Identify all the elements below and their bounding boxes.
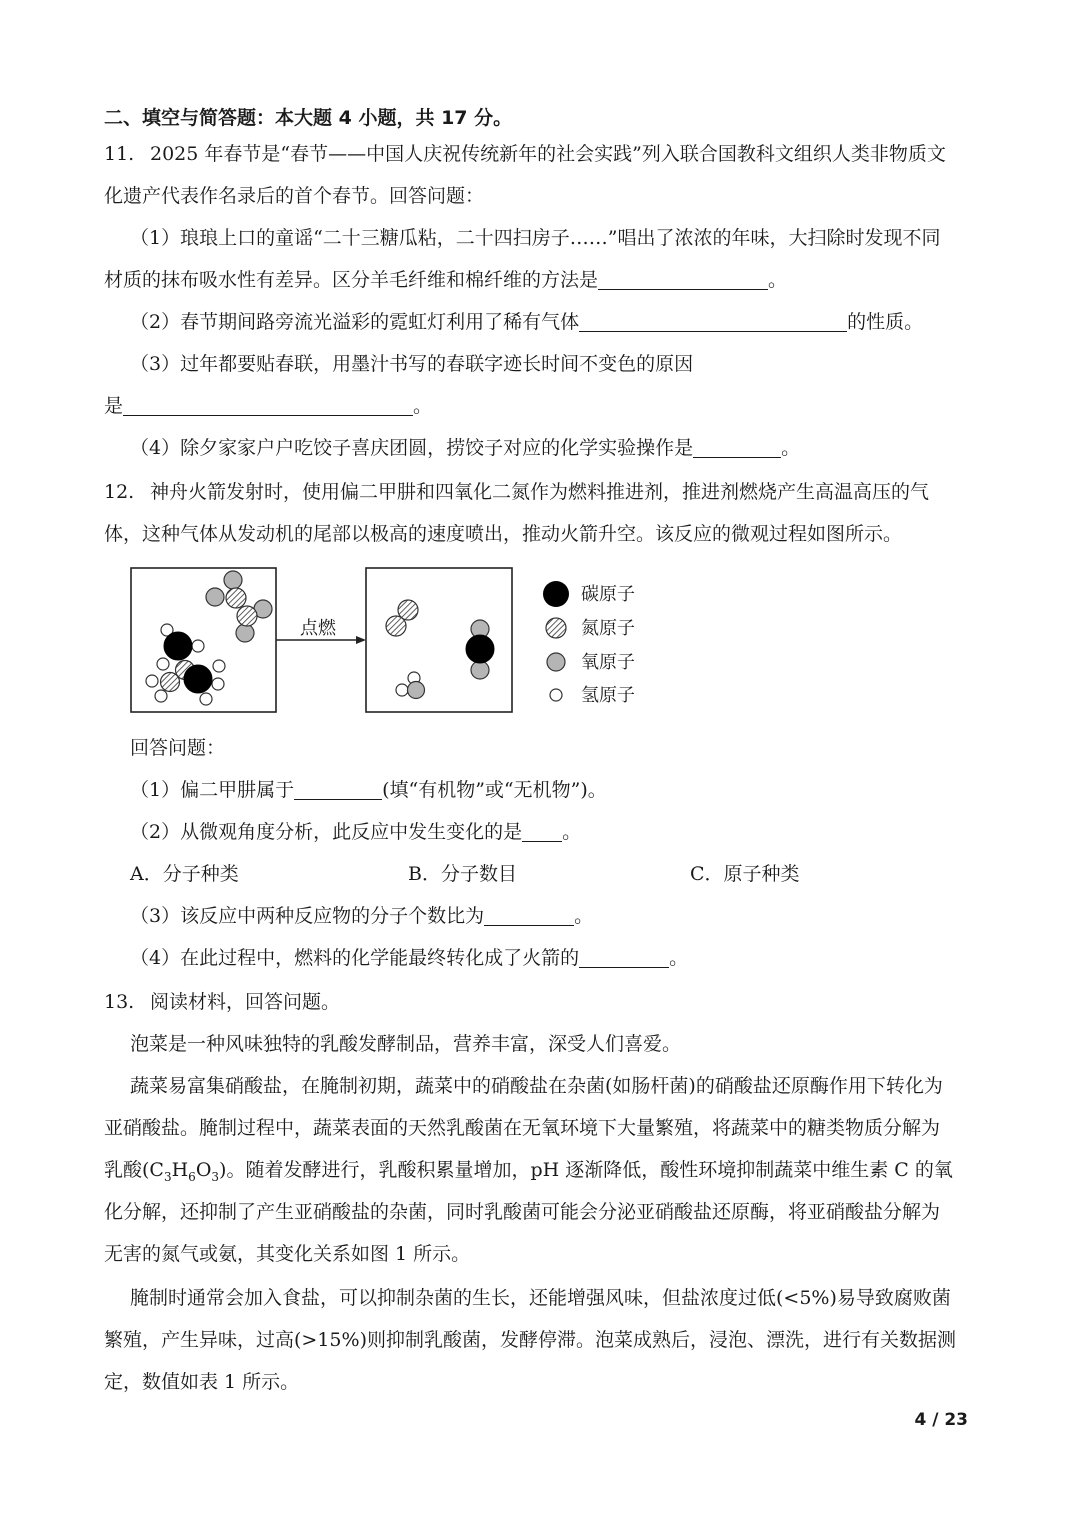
dimethylhydrazine-molecule <box>146 624 225 705</box>
dinitrogen-tetroxide-molecule <box>206 571 272 642</box>
q12-prompt: 回答问题： <box>130 737 226 759</box>
legend-nitrogen-symbol <box>546 618 566 638</box>
q12-part4: （4）在此过程中，燃料的化学能最终转化成了火箭的 。 <box>130 947 689 969</box>
section-heading: 二、填空与简答题：本大题 4 小题，共 17 分。 <box>104 107 513 129</box>
q13-paragraph3-line1: 腌制时通常会加入食盐，可以抑制杂菌的生长，还能增强风味，但盐浓度过低(<5%)易导致腐败菌 <box>130 1287 951 1309</box>
legend-nitrogen-label: 氮原子 <box>581 618 635 639</box>
q11-number: 11. <box>104 143 135 165</box>
q12-stem-line2: 体，这种气体从发动机的尾部以极高的速度喷出，推动火箭升空。该反应的微观过程如图所示。 <box>104 523 903 545</box>
nitrogen-molecule <box>386 600 418 636</box>
q13-paragraph2-line3: 乳酸$(C_3H_6O_3)$。随着发酵进行，乳酸积累量增加，pH 逐渐降低，酸性环境抑制蔬菜中维生素 C 的氧 <box>104 1159 953 1184</box>
q13-paragraph2-line2: 亚硝酸盐。腌制过程中，蔬菜表面的天然乳酸菌在无氧环境下大量繁殖，将蔬菜中的糖类物质分解为 <box>104 1117 941 1139</box>
reaction-diagram <box>130 566 650 716</box>
q12-part1-answer-blank[interactable] <box>294 779 382 800</box>
legend <box>543 581 635 706</box>
q11-part1-line2: 材质的抹布吸水性有差异。区分羊毛纤维和棉纤维的方法是 。 <box>104 269 788 291</box>
legend-carbon-symbol <box>543 581 569 607</box>
q13-stem: 13. 阅读材料，回答问题。 <box>104 988 340 1016</box>
legend-oxygen-symbol <box>547 653 565 671</box>
q12-option-c[interactable]: C．原子种类 <box>690 863 800 885</box>
q12-part1: （1）偏二甲肼属于 (填“有机物”或“无机物”)。 <box>130 779 607 801</box>
q13-paragraph3-line2: 繁殖，产生异味，过高(>15%)则抑制乳酸菌，发酵停滞。泡菜成熟后，浸泡、漂洗，进行有关数据测 <box>104 1329 956 1351</box>
q13-paragraph1: 泡菜是一种风味独特的乳酸发酵制品，营养丰富，深受人们喜爱。 <box>130 1033 682 1055</box>
q11-part4: （4）除夕家家户户吃饺子喜庆团圆，捞饺子对应的化学实验操作是 。 <box>130 437 801 459</box>
q11-part3-line2: 是 。 <box>104 395 433 417</box>
q13-paragraph2-line5: 无害的氮气或氨，其变化关系如图 1 所示。 <box>104 1243 471 1265</box>
page-number: 4 / 23 <box>914 1410 968 1430</box>
q11-part2: （2）春节期间路旁流光溢彩的霓虹灯利用了稀有气体 的性质。 <box>130 311 924 333</box>
q11-part4-answer-blank[interactable] <box>693 437 781 458</box>
q12-option-b[interactable]: B．分子数目 <box>408 863 517 885</box>
q11-part2-answer-blank[interactable] <box>579 311 847 332</box>
q13-number: 13. <box>104 991 135 1013</box>
q12-part3-answer-blank[interactable] <box>484 905 574 926</box>
q11-part3-line1: （3）过年都要贴春联，用墨汁书写的春联字迹长时间不变色的原因 <box>130 353 694 375</box>
q12-option-a[interactable]: A．分子种类 <box>130 863 239 885</box>
legend-oxygen-label: 氧原子 <box>581 652 635 673</box>
q11-part3-answer-blank[interactable] <box>123 395 413 416</box>
q12-part4-answer-blank[interactable] <box>579 947 669 968</box>
q12-stem-line1: 12. 神舟火箭发射时，使用偏二甲肼和四氧化二氮作为燃料推进剂，推进剂燃烧产生高温高压的气 <box>104 478 929 506</box>
q11-part1-answer-blank[interactable] <box>598 269 768 290</box>
q11-stem-line1: 11. 2025 年春节是“春节——中国人庆祝传统新年的社会实践”列入联合国教科文组织人类非物质文 <box>104 140 946 168</box>
q12-part2: （2）从微观角度分析，此反应中发生变化的是 。 <box>130 821 582 843</box>
legend-hydrogen-label: 氢原子 <box>581 685 635 706</box>
q13-paragraph2-line4: 化分解，还抑制了产生亚硝酸盐的杂菌，同时乳酸菌可能会分泌亚硝酸盐还原酶，将亚硝酸盐分解为 <box>104 1201 941 1223</box>
carbon-dioxide-molecule <box>466 620 494 679</box>
arrow-label-ignite: 点燃 <box>300 618 336 639</box>
legend-carbon-label: 碳原子 <box>581 584 635 605</box>
q13-paragraph3-line3: 定，数值如表 1 所示。 <box>104 1371 300 1393</box>
legend-hydrogen-symbol <box>550 689 562 701</box>
q11-stem-line2: 化遗产代表作名录后的首个春节。回答问题： <box>104 185 485 207</box>
q11-part1-line1: （1）琅琅上口的童谣“二十三糖瓜粘，二十四扫房子……”唱出了浓浓的年味，大扫除时发现不同 <box>130 227 941 249</box>
q12-part2-answer-blank[interactable] <box>522 821 562 842</box>
q12-number: 12. <box>104 481 135 503</box>
q13-paragraph2-line1: 蔬菜易富集硝酸盐，在腌制初期，蔬菜中的硝酸盐在杂菌(如肠杆菌)的硝酸盐还原酶作用下转化为 <box>130 1075 943 1097</box>
q12-part3: （3）该反应中两种反应物的分子个数比为 。 <box>130 905 594 927</box>
water-molecule <box>396 672 425 699</box>
